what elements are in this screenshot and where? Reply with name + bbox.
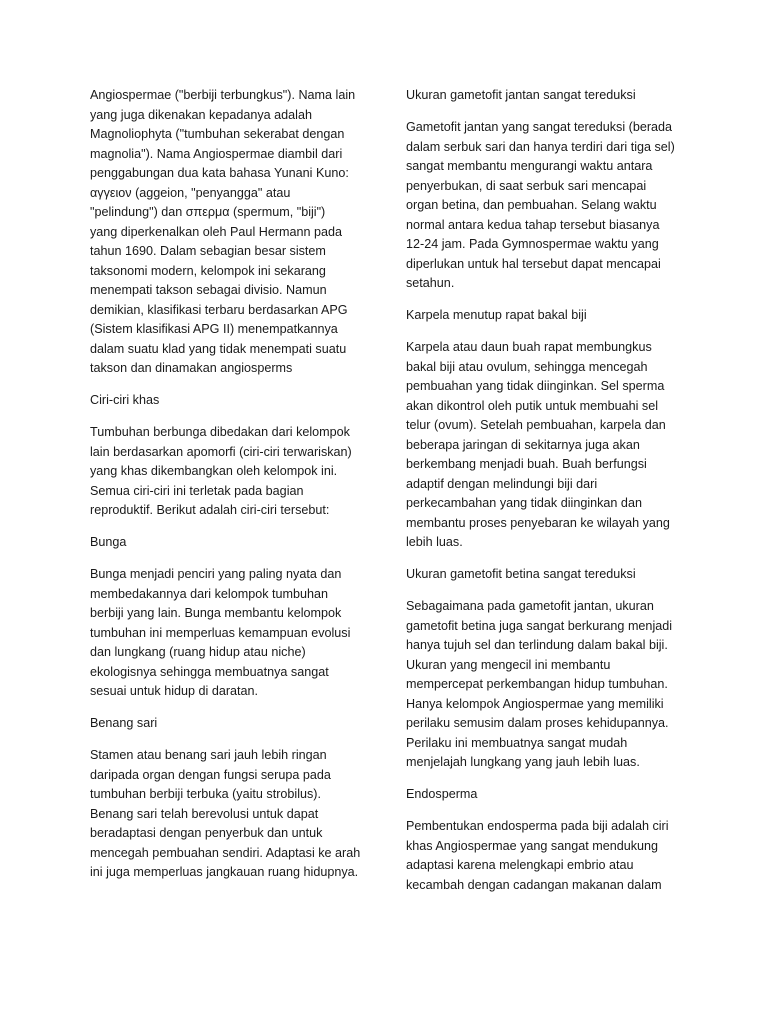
ciri-khas-heading: Ciri-ciri khas	[90, 393, 160, 407]
benang-sari-paragraph: Stamen atau benang sari jauh lebih ringan daripada organ dengan fungsi serupa pada tumbuhan berbiji terbuka (yaitu strobilus). Benang sari telah berevolusi untuk dapat beradaptasi dengan penyerbuk dan untuk mencegah pembuahan sendiri. Adaptasi ke arah ini juga memperluas jangkauan ruang hidupnya.	[90, 748, 361, 879]
bunga-heading: Bunga	[90, 535, 127, 549]
bunga-paragraph: Bunga menjadi penciri yang paling nyata dan membedakannya dari kelompok tumbuhan berbiji yang lain. Bunga membantu kelompok tumbuhan ini memperluas kemampuan evolusi dan lungkang (ruang hidup atau niche) ekologisnya sehingga membuatnya sangat sesuai untuk hidup di daratan.	[90, 567, 351, 698]
ciri-khas-paragraph: Tumbuhan berbunga dibedakan dari kelompok lain berdasarkan apomorfi (ciri-ciri terwariskan) yang khas dikembangkan oleh kelompok ini. Semua ciri-ciri ini terletak pada bagian reproduktif. Berikut adalah ciri-ciri tersebut:	[90, 425, 352, 517]
intro-paragraph: Angiospermae ("berbiji terbungkus"). Nama lain yang juga dikenakan kepadanya adalah Magnoliophyta ("tumbuhan sekerabat dengan magnolia"). Nama Angiospermae diambil dari penggabungan dua kata bahasa Yunani Kuno: αγγειον (aggeion, "penyangga" atau "pelindung") dan σπερμα (spermum, "biji") yang diperkenalkan oleh Paul Hermann pada tahun 1690. Dalam sebagian besar sistem taksonomi modern, kelompok ini sekarang menempati takson sebagai divisio. Namun demikian, klasifikasi terbaru berdasarkan APG (Sistem klasifikasi APG II) menempatkannya dalam suatu klad yang tidak menempati suatu takson dan dinamakan angiosperms	[90, 88, 356, 375]
endosperma-heading: Endosperma	[406, 787, 478, 801]
endosperma-paragraph: Pembentukan endosperma pada biji adalah ciri khas Angiospermae yang sangat mendukung adaptasi karena melengkapi embrio atau kecambah dengan cadangan makanan dalam	[406, 819, 669, 892]
benang-sari-heading: Benang sari	[90, 716, 158, 730]
karpela-paragraph: Karpela atau daun buah rapat membungkus bakal biji atau ovulum, sehingga mencegah pembuahan yang tidak diinginkan. Sel sperma akan dikontrol oleh putik untuk membuahi sel telur (ovum). Setelah pembuahan, karpela dan beberapa jaringan di sekitarnya juga akan berkembang menjadi buah. Buah berfungsi adaptif dengan melindungi biji dari perkecambahan yang tidak diinginkan dan membantu proses penyebaran ke wilayah yang lebih luas.	[406, 340, 670, 549]
gametofit-betina-heading: Ukuran gametofit betina sangat tereduksi	[406, 567, 636, 581]
right-column	[406, 86, 682, 908]
gametofit-betina-paragraph: Sebagaimana pada gametofit jantan, ukuran gametofit betina juga sangat berkurang menjadi hanya tujuh sel dan terlindung dalam bakal biji. Ukuran yang mengecil ini membantu mempercepat perkembangan hidup tumbuhan. Hanya kelompok Angiospermae yang memiliki perilaku semusim dalam proses kehidupannya. Perilaku ini membuatnya sangat mudah menjelajah lungkang yang jauh lebih luas.	[406, 599, 673, 769]
left-column	[90, 86, 372, 895]
gametofit-jantan-heading: Ukuran gametofit jantan sangat tereduksi	[406, 88, 636, 102]
karpela-heading: Karpela menutup rapat bakal biji	[406, 308, 587, 322]
gametofit-jantan-paragraph: Gametofit jantan yang sangat tereduksi (berada dalam serbuk sari dan hanya terdiri dari tiga sel) sangat membantu mengurangi waktu antara penyerbukan, di saat serbuk sari mencapai organ betina, dan pembuahan. Selang waktu normal antara kedua tahap tersebut biasanya 12-24 jam. Pada Gymnospermae waktu yang diperlukan untuk hal tersebut dapat mencapai setahun.	[406, 120, 675, 290]
